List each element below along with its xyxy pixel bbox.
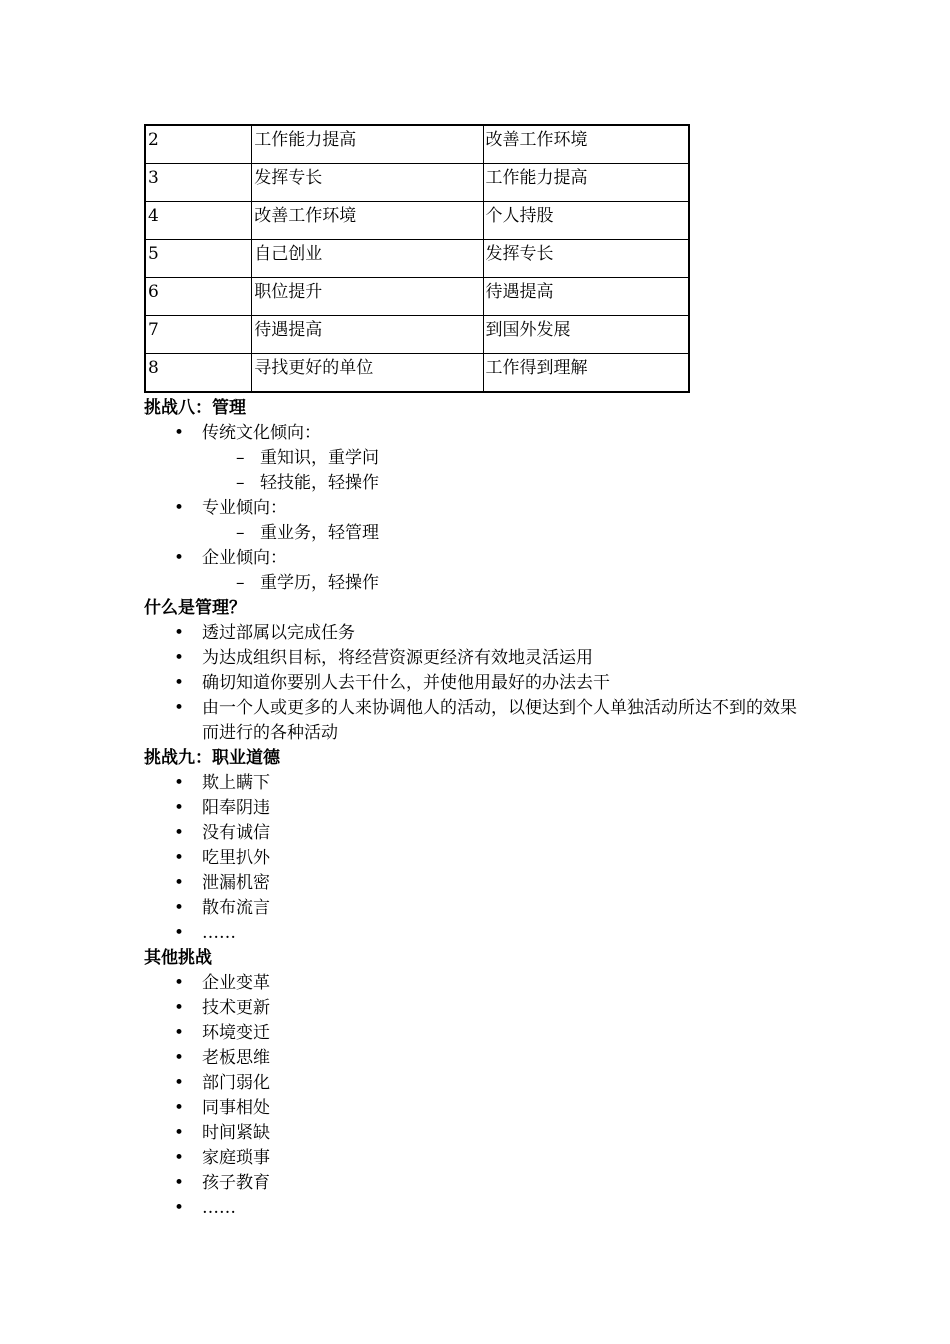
bullet-icon: • bbox=[174, 498, 185, 518]
table-row bbox=[145, 354, 689, 393]
table-cell: 发挥专长 bbox=[483, 240, 689, 278]
list-item-text: 由一个人或更多的人来协调他人的活动，以便达到个人单独活动所达不到的效果而进行的各种活动 bbox=[202, 698, 797, 743]
table-row bbox=[145, 240, 689, 278]
sub-list bbox=[144, 571, 824, 596]
bullet-icon: • bbox=[174, 623, 185, 643]
bullet-icon: • bbox=[174, 548, 185, 568]
list-item-text: 为达成组织目标，将经营资源更经济有效地灵活运用 bbox=[202, 648, 593, 668]
list-item bbox=[144, 671, 824, 696]
bullet-icon: • bbox=[174, 773, 185, 793]
list-item bbox=[144, 646, 824, 671]
bullet-icon: • bbox=[174, 973, 185, 993]
list-item-text: 时间紧缺 bbox=[202, 1123, 270, 1143]
list-item bbox=[144, 771, 824, 796]
list-item-text: 老板思维 bbox=[202, 1048, 270, 1068]
section-heading: 其他挑战 bbox=[144, 948, 212, 968]
bullet-icon: • bbox=[174, 823, 185, 843]
sub-list-item bbox=[144, 446, 824, 471]
table-row bbox=[145, 125, 689, 164]
list-item bbox=[144, 1171, 824, 1196]
list-item bbox=[144, 1196, 824, 1221]
bullet-icon: • bbox=[174, 848, 185, 868]
table-cell: 工作能力提高 bbox=[252, 125, 483, 164]
sub-list-item-text: 轻技能，轻操作 bbox=[260, 473, 379, 493]
bullet-icon: • bbox=[174, 648, 185, 668]
table-row bbox=[145, 278, 689, 316]
sub-list-item-text: 重业务，轻管理 bbox=[260, 523, 379, 543]
rank-cell: 2 bbox=[145, 125, 252, 164]
sub-list bbox=[144, 446, 824, 496]
table-cell: 待遇提高 bbox=[483, 278, 689, 316]
table-cell: 发挥专长 bbox=[252, 164, 483, 202]
list-item-text: 确切知道你要别人去干什么，并使他用最好的办法去干 bbox=[202, 673, 610, 693]
document-body bbox=[144, 396, 824, 1221]
bullet-icon: • bbox=[174, 798, 185, 818]
list-item bbox=[144, 1121, 824, 1146]
list-item-text: 同事相处 bbox=[202, 1098, 270, 1118]
bullet-icon: • bbox=[174, 898, 185, 918]
bullet-icon: • bbox=[174, 998, 185, 1018]
bullet-icon: • bbox=[174, 673, 185, 693]
section-heading: 挑战八：管理 bbox=[144, 398, 246, 418]
rank-cell: 5 bbox=[145, 240, 252, 278]
bullet-icon: • bbox=[174, 1023, 185, 1043]
list-item-text: 企业倾向： bbox=[202, 548, 287, 568]
bullet-list bbox=[144, 421, 824, 596]
list-item bbox=[144, 1071, 824, 1096]
sub-list-item-text: 重知识，重学问 bbox=[260, 448, 379, 468]
ranking-table-body bbox=[145, 125, 689, 392]
list-item-text: 企业变革 bbox=[202, 973, 270, 993]
sub-list-item bbox=[144, 521, 824, 546]
list-item bbox=[144, 821, 824, 846]
list-item bbox=[144, 1096, 824, 1121]
list-item-text: …… bbox=[202, 923, 236, 943]
table-row bbox=[145, 164, 689, 202]
list-item-text: 家庭琐事 bbox=[202, 1148, 270, 1168]
table-cell: 到国外发展 bbox=[483, 316, 689, 354]
list-item-text: 泄漏机密 bbox=[202, 873, 270, 893]
list-item-text: 散布流言 bbox=[202, 898, 270, 918]
sub-list-item bbox=[144, 571, 824, 596]
bullet-icon: • bbox=[174, 1073, 185, 1093]
list-item bbox=[144, 796, 824, 821]
bullet-icon: • bbox=[174, 1198, 185, 1218]
list-item bbox=[144, 496, 824, 546]
table-cell: 待遇提高 bbox=[252, 316, 483, 354]
table-cell: 工作得到理解 bbox=[483, 354, 689, 393]
ranking-table bbox=[144, 124, 690, 393]
list-item bbox=[144, 421, 824, 496]
list-item bbox=[144, 971, 824, 996]
bullet-icon: • bbox=[174, 1173, 185, 1193]
table-cell: 职位提升 bbox=[252, 278, 483, 316]
bullet-list bbox=[144, 771, 824, 946]
section-heading: 什么是管理？ bbox=[144, 598, 246, 618]
table-cell: 个人持股 bbox=[483, 202, 689, 240]
list-item-text: 没有诚信 bbox=[202, 823, 270, 843]
table-cell: 自己创业 bbox=[252, 240, 483, 278]
list-item-text: 环境变迁 bbox=[202, 1023, 270, 1043]
rank-cell: 8 bbox=[145, 354, 252, 393]
rank-cell: 3 bbox=[145, 164, 252, 202]
bullet-icon: • bbox=[174, 873, 185, 893]
rank-cell: 7 bbox=[145, 316, 252, 354]
table-row bbox=[145, 316, 689, 354]
bullet-icon: • bbox=[174, 1123, 185, 1143]
table-cell: 工作能力提高 bbox=[483, 164, 689, 202]
list-item bbox=[144, 871, 824, 896]
bullet-icon: • bbox=[174, 698, 185, 718]
list-item bbox=[144, 846, 824, 871]
list-item bbox=[144, 921, 824, 946]
rank-cell: 4 bbox=[145, 202, 252, 240]
section-heading: 挑战九：职业道德 bbox=[144, 748, 280, 768]
list-item bbox=[144, 996, 824, 1021]
bullet-icon: • bbox=[174, 1148, 185, 1168]
list-item-text: 阳奉阴违 bbox=[202, 798, 270, 818]
table-row bbox=[145, 202, 689, 240]
bullet-icon: • bbox=[174, 423, 185, 443]
list-item-text: 专业倾向： bbox=[202, 498, 287, 518]
table-cell: 改善工作环境 bbox=[252, 202, 483, 240]
list-item bbox=[144, 546, 824, 596]
list-item-text: …… bbox=[202, 1198, 236, 1218]
list-item-text: 技术更新 bbox=[202, 998, 270, 1018]
list-item bbox=[144, 1146, 824, 1171]
dash-icon: – bbox=[236, 473, 245, 493]
dash-icon: – bbox=[236, 573, 245, 593]
list-item bbox=[144, 1021, 824, 1046]
list-item-text: 吃里扒外 bbox=[202, 848, 270, 868]
sub-list-item bbox=[144, 471, 824, 496]
rank-cell: 6 bbox=[145, 278, 252, 316]
list-item-text: 欺上瞒下 bbox=[202, 773, 270, 793]
list-item bbox=[144, 621, 824, 646]
list-item-text: 传统文化倾向： bbox=[202, 423, 321, 443]
list-item bbox=[144, 896, 824, 921]
bullet-icon: • bbox=[174, 1048, 185, 1068]
list-item-text: 部门弱化 bbox=[202, 1073, 270, 1093]
table-cell: 寻找更好的单位 bbox=[252, 354, 483, 393]
bullet-list bbox=[144, 971, 824, 1221]
list-item-text: 透过部属以完成任务 bbox=[202, 623, 355, 643]
sub-list-item-text: 重学历，轻操作 bbox=[260, 573, 379, 593]
bullet-list bbox=[144, 621, 824, 746]
table-cell: 改善工作环境 bbox=[483, 125, 689, 164]
list-item bbox=[144, 696, 824, 746]
dash-icon: – bbox=[236, 523, 245, 543]
list-item-text: 孩子教育 bbox=[202, 1173, 270, 1193]
list-item bbox=[144, 1046, 824, 1071]
bullet-icon: • bbox=[174, 1098, 185, 1118]
bullet-icon: • bbox=[174, 923, 185, 943]
sub-list bbox=[144, 521, 824, 546]
dash-icon: – bbox=[236, 448, 245, 468]
